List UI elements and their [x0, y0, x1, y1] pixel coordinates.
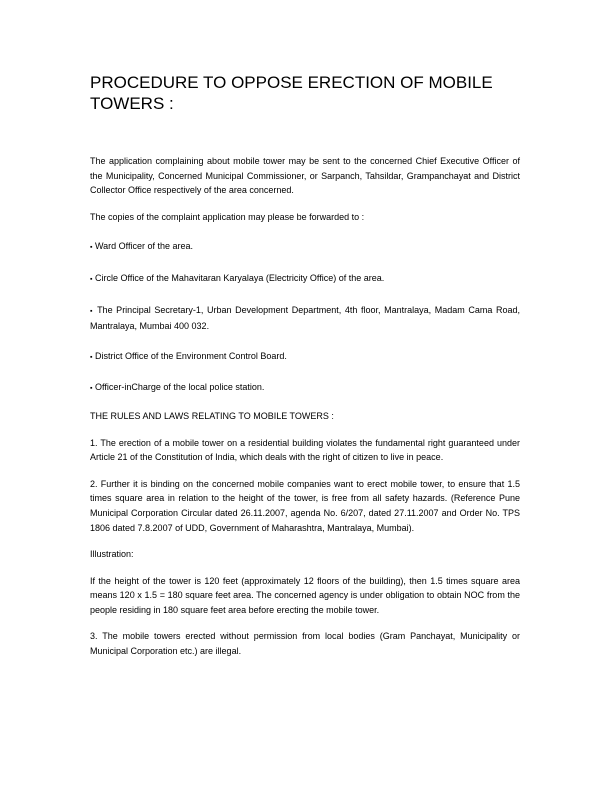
document-body	[90, 154, 520, 659]
bullet-icon: ▪	[90, 307, 94, 315]
section-heading: THE RULES AND LAWS RELATING TO MOBILE TOWERS :	[90, 410, 334, 421]
intro-paragraph: The application complaining about mobile tower may be sent to the concerned Chief Executive Officer of the Municipality, Concerned Municipal Commissioner, or Sarpanch, Tahsildar, Grampanchayat and District Collector Office respectively of the area concerned.	[90, 156, 520, 196]
illustration-label: Illustration:	[90, 549, 134, 560]
bullet-icon: ▪	[90, 244, 93, 252]
bullet-item	[90, 271, 520, 288]
bullet-item	[90, 303, 520, 334]
bullet-item	[90, 239, 520, 256]
bullet-icon: ▪	[90, 353, 93, 361]
rule-paragraph: 3. The mobile towers erected without permission from local bodies (Gram Panchayat, Municipality or Municipal Corporation etc.) are illegal.	[90, 631, 520, 657]
bullet-text: The Principal Secretary-1, Urban Development Department, 4th floor, Mantralaya, Madam Cama Road, Mantralaya, Mumbai 400 032.	[90, 304, 521, 332]
bullet-item	[90, 380, 520, 397]
bullet-text: Ward Officer of the area.	[95, 241, 194, 252]
forwarding-paragraph: The copies of the complaint application may please be forwarded to :	[90, 211, 365, 222]
document-title: PROCEDURE TO OPPOSE ERECTION OF MOBILE TOWERS :	[90, 73, 493, 113]
rule-paragraph: 1. The erection of a mobile tower on a residential building violates the fundamental right guaranteed under Article 21 of the Constitution of India, which deals with the right of citizen to live in peace.	[90, 437, 520, 463]
bullet-text: Officer-inCharge of the local police station.	[95, 382, 265, 393]
rule-paragraph: 2. Further it is binding on the concerned mobile companies want to erect mobile tower, to ensure that 1.5 times square area in relation to the height of the tower, is free from all safety hazards. (Reference Pune Municipal Corporation Circular dated 26.11.2007, agenda No. 6/207, dated 27.11.2007 and Order No. TPS 1806 dated 7.8.2007 of UDD, Government of Maharashtra, Mantralaya, Mumbai).	[90, 478, 520, 533]
illustration-paragraph: If the height of the tower is 120 feet (approximately 12 floors of the building), then 1.5 times square area means 120 x 1.5 = 180 square feet area. The concerned agency is under obligation to obtain NOC from the people residing in 180 square feet area before erecting the mobile tower.	[90, 575, 520, 615]
bullet-icon: ▪	[90, 385, 93, 393]
bullet-icon: ▪	[90, 275, 93, 283]
bullet-item	[90, 349, 520, 366]
bullet-text: Circle Office of the Mahavitaran Karyalaya (Electricity Office) of the area.	[95, 272, 385, 283]
bullet-text: District Office of the Environment Control Board.	[95, 350, 287, 361]
